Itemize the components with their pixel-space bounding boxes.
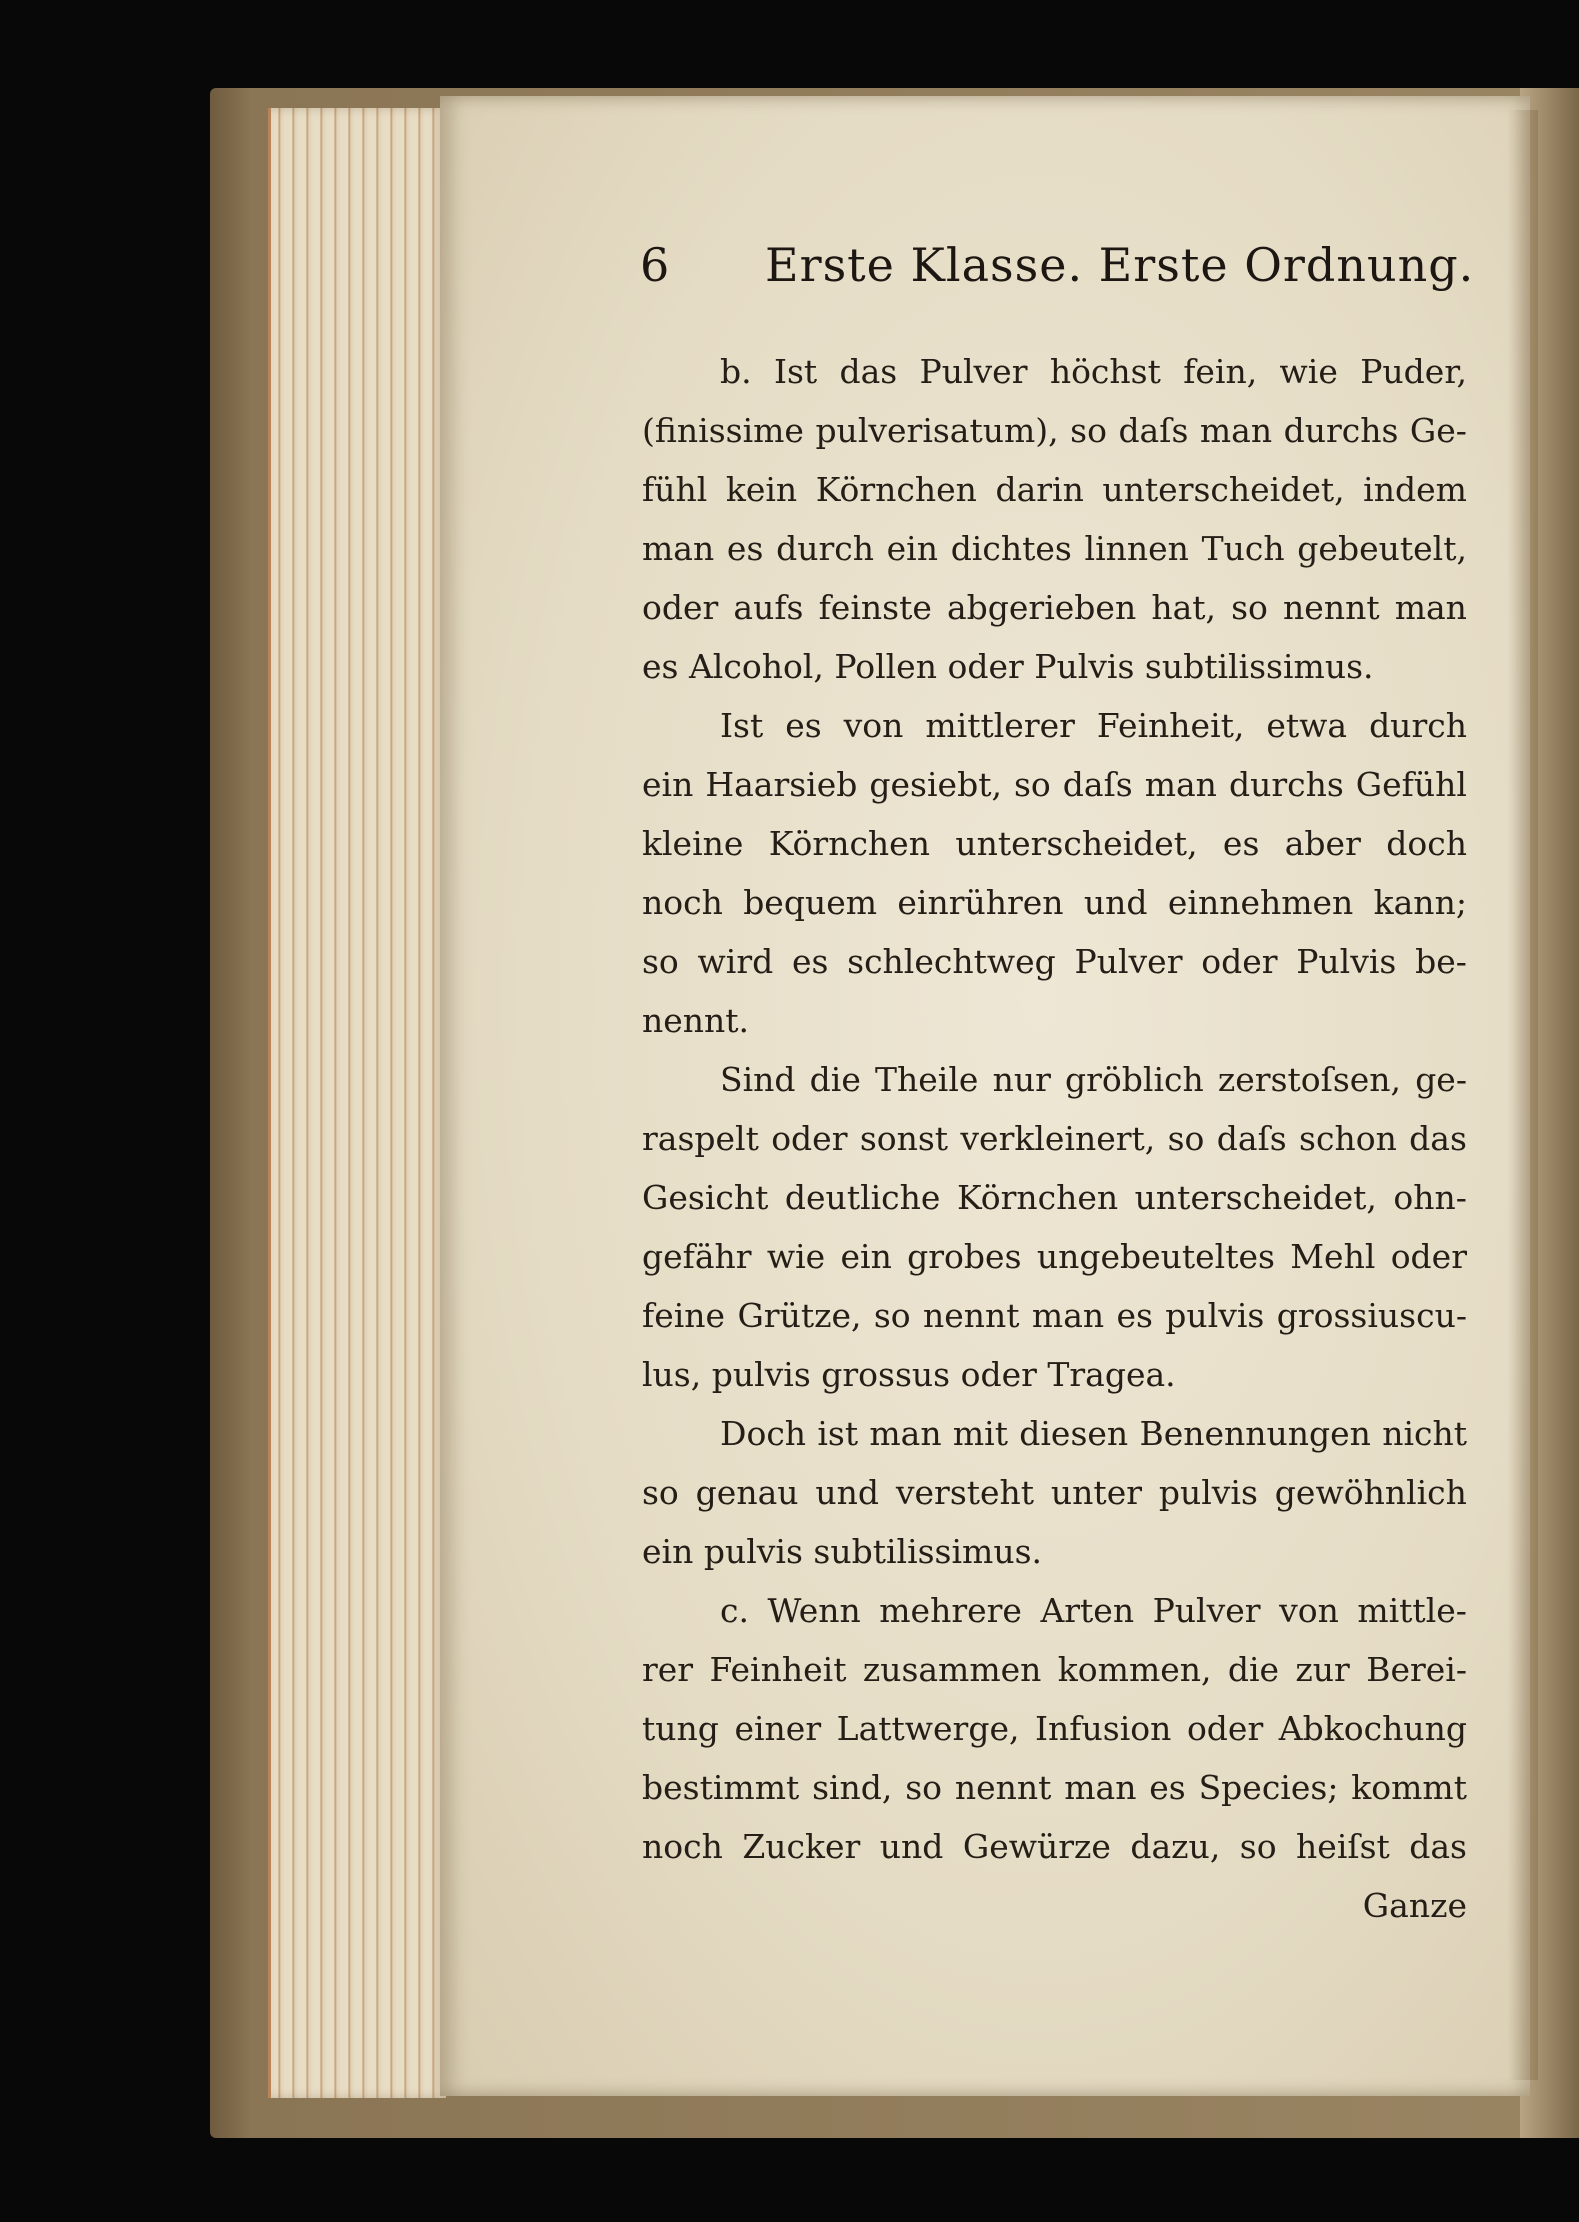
- text-line: es Alcohol, Pollen oder Pulvis subtilissimus.: [642, 647, 1374, 686]
- text-line: feine Grütze, so nennt man es pulvis grossiuscu-: [642, 1296, 1467, 1335]
- text-line: oder aufs feinste abgerieben hat, so nennt man: [642, 588, 1467, 627]
- text-line: noch Zucker und Gewürze dazu, so heiſst das: [642, 1827, 1467, 1866]
- text-line: c. Wenn mehrere Arten Pulver von mittle-: [720, 1591, 1467, 1630]
- page-header: [640, 238, 1475, 298]
- page-gutter: [1508, 110, 1538, 2080]
- text-line: tung einer Lattwerge, Infusion oder Abkochung: [642, 1709, 1467, 1748]
- text-line: fühl kein Körnchen darin unterscheidet, indem: [642, 470, 1467, 509]
- text-line: nennt.: [642, 1001, 750, 1040]
- text-line: ein pulvis subtilissimus.: [642, 1532, 1043, 1571]
- text-line: Ganze: [1362, 1886, 1467, 1925]
- page-number: 6: [640, 238, 670, 292]
- text-line: (finissime pulverisatum), so daſs man durchs Ge-: [642, 411, 1467, 450]
- page-edges: [268, 108, 446, 2098]
- page-body-text: [642, 342, 1467, 1935]
- text-line: Gesicht deutliche Körnchen unterscheidet, ohn-: [642, 1178, 1467, 1217]
- text-line: bestimmt sind, so nennt man es Species; kommt: [642, 1768, 1467, 1807]
- text-line: noch bequem einrühren und einnehmen kann;: [642, 883, 1467, 922]
- text-line: raspelt oder sonst verkleinert, so daſs schon das: [642, 1119, 1467, 1158]
- text-line: ein Haarsieb gesiebt, so daſs man durchs Gefühl: [642, 765, 1467, 804]
- text-line: man es durch ein dichtes linnen Tuch gebeutelt,: [642, 529, 1467, 568]
- text-line: so wird es schlechtweg Pulver oder Pulvis be-: [642, 942, 1467, 981]
- text-line: kleine Körnchen unterscheidet, es aber doch: [642, 824, 1467, 863]
- text-line: lus, pulvis grossus oder Tragea.: [642, 1355, 1176, 1394]
- text-line: rer Feinheit zusammen kommen, die zur Berei-: [642, 1650, 1467, 1689]
- text-line: gefähr wie ein grobes ungebeuteltes Mehl oder: [642, 1237, 1467, 1276]
- text-line: so genau und versteht unter pulvis gewöhnlich: [642, 1473, 1467, 1512]
- text-line: Ist es von mittlerer Feinheit, etwa durch: [720, 706, 1467, 745]
- running-head: Erste Klasse. Erste Ordnung.: [765, 238, 1475, 292]
- text-line: Sind die Theile nur gröblich zerstoſsen, ge-: [720, 1060, 1467, 1099]
- text-line: Doch ist man mit diesen Benennungen nicht: [720, 1414, 1467, 1453]
- text-line: b. Ist das Pulver höchst fein, wie Puder,: [720, 352, 1467, 391]
